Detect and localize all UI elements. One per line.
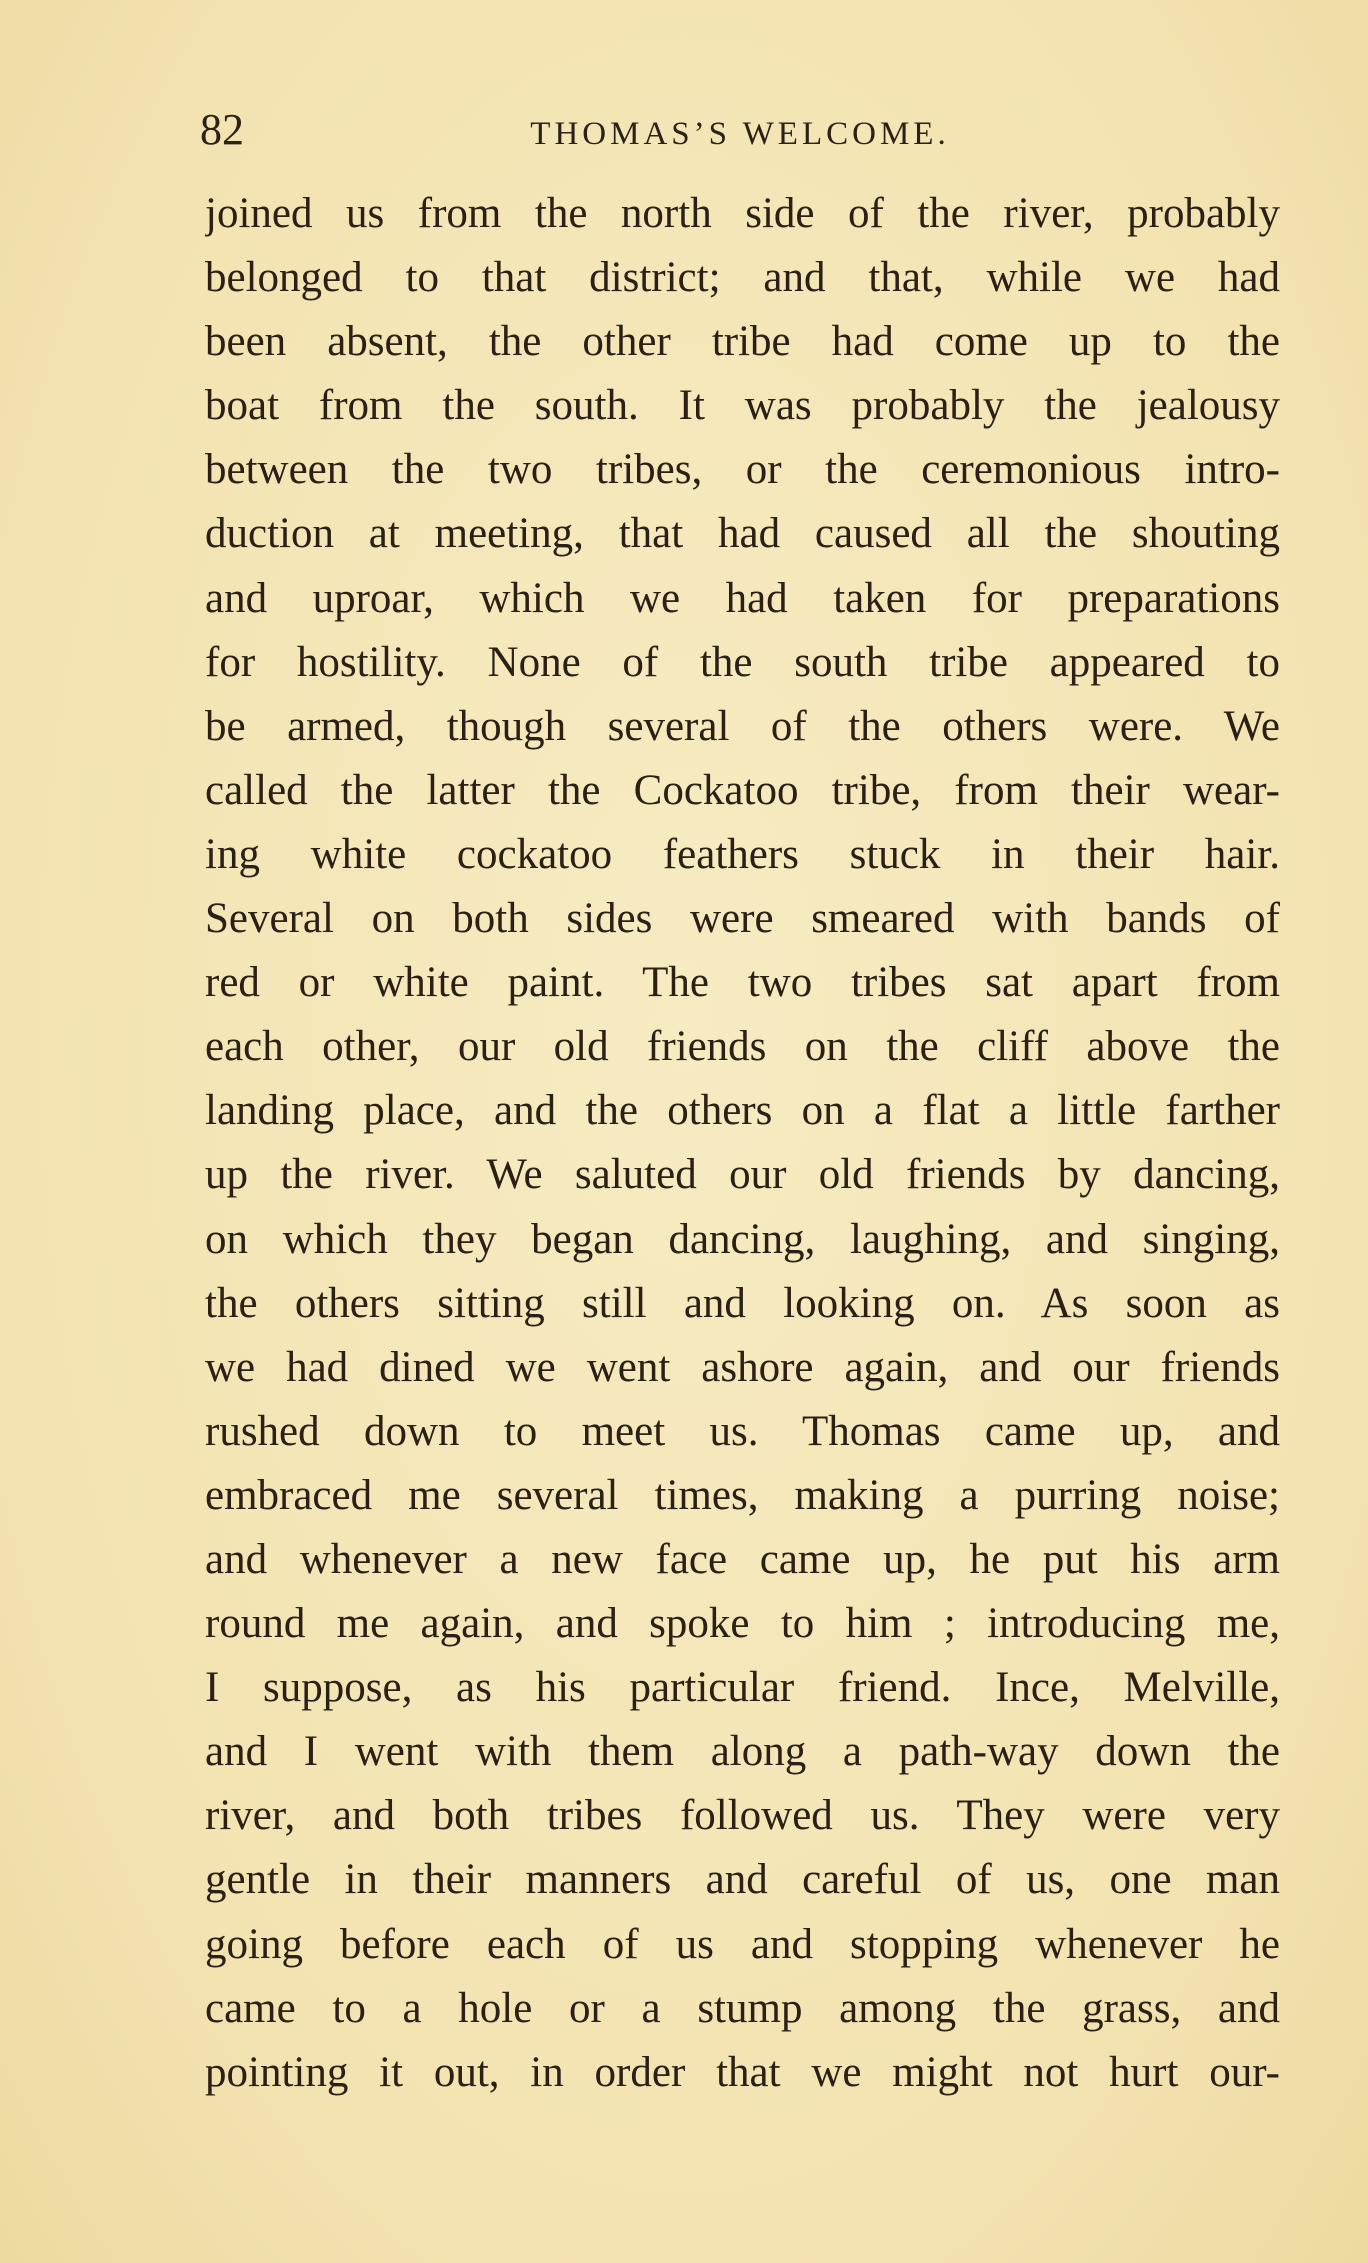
text-line: joined us from the north side of the river, probably	[205, 190, 1280, 237]
text-line: Several on both sides were smeared with bands of	[205, 895, 1280, 943]
text-line: going before each of us and stopping whenever he	[205, 1920, 1280, 1968]
text-line: round me again, and spoke to him ; introducing me,	[205, 1600, 1280, 1648]
text-line: each other, our old friends on the cliff above the	[205, 1023, 1280, 1071]
page-number: 82	[200, 105, 244, 154]
text-line: ing white cockatoo feathers stuck in their hair.	[205, 830, 1280, 878]
text-line: came to a hole or a stump among the grass, and	[205, 1984, 1280, 2032]
text-line: red or white paint. The two tribes sat apart from	[205, 959, 1280, 1007]
text-line: be armed, though several of the others were. We	[205, 702, 1280, 750]
text-line: boat from the south. It was probably the jealousy	[205, 382, 1280, 430]
text-line: landing place, and the others on a flat a little farther	[205, 1087, 1280, 1135]
page-header	[200, 100, 1280, 170]
text-line: for hostility. None of the south tribe appeared to	[205, 638, 1280, 686]
text-line: and whenever a new face came up, he put his arm	[205, 1535, 1280, 1583]
running-head: THOMAS’S WELCOME.	[530, 116, 950, 152]
text-line: gentle in their manners and careful of us, one man	[205, 1856, 1280, 1904]
text-line: up the river. We saluted our old friends by dancing,	[205, 1151, 1280, 1199]
text-line: embraced me several times, making a purring noise;	[205, 1471, 1280, 1519]
text-line: called the latter the Cockatoo tribe, from their wear-	[205, 766, 1280, 814]
text-line: we had dined we went ashore again, and our friends	[205, 1343, 1280, 1391]
text-line: been absent, the other tribe had come up to the	[205, 318, 1280, 366]
text-line: river, and both tribes followed us. They were very	[205, 1792, 1280, 1840]
text-line: the others sitting still and looking on. As soon as	[205, 1279, 1280, 1327]
text-line: duction at meeting, that had caused all the shouting	[205, 510, 1280, 558]
text-line: and uproar, which we had taken for preparations	[205, 574, 1280, 622]
body-text	[205, 182, 1280, 2105]
text-line: between the two tribes, or the ceremonious intro-	[205, 446, 1280, 494]
text-line: on which they began dancing, laughing, and singing,	[205, 1215, 1280, 1263]
text-line: and I went with them along a path-way down the	[205, 1728, 1280, 1776]
text-line: rushed down to meet us. Thomas came up, and	[205, 1407, 1280, 1455]
text-line: belonged to that district; and that, while we had	[205, 254, 1280, 302]
text-line: I suppose, as his particular friend. Ince, Melville,	[205, 1664, 1280, 1712]
text-line: pointing it out, in order that we might not hurt our-	[205, 2048, 1280, 2096]
